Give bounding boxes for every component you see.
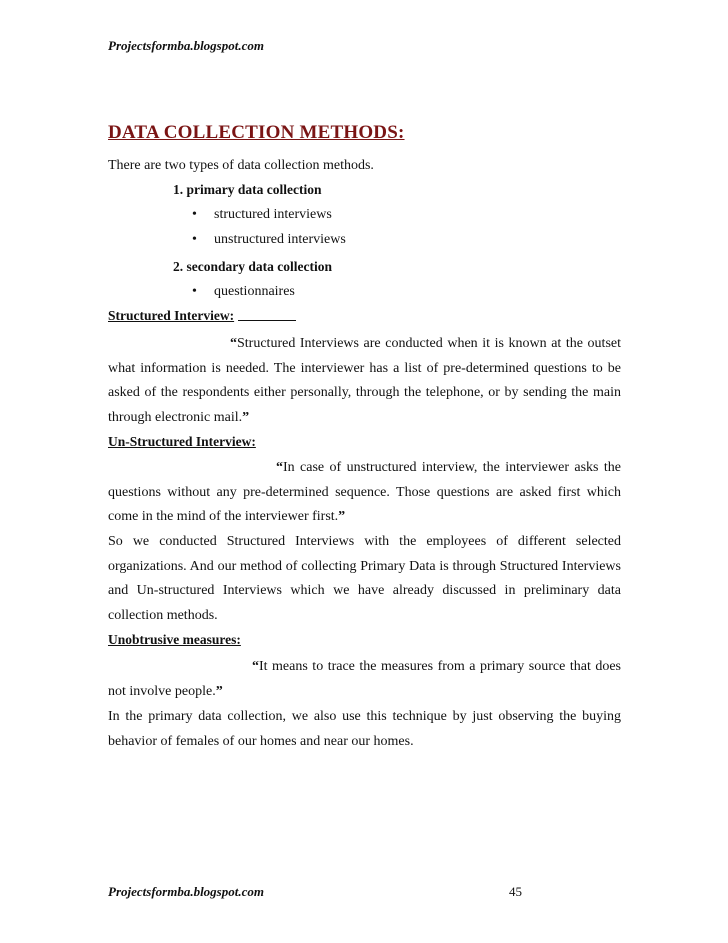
unobtrusive-measures-heading: Unobtrusive measures: — [108, 632, 241, 647]
intro-text: There are two types of data collection methods. — [108, 158, 374, 173]
unstructured-interview-heading: Un-Structured Interview: — [108, 434, 256, 449]
bullet-icon: • — [192, 232, 197, 247]
structured-interview-paragraph: “Structured Interviews are conducted when it is known at the outset what information is needed. The interviewer has a list of pre-determined questions to be asked of the respondents either personally, through the telephone, or by sending the main through electronic mail.” — [108, 336, 621, 425]
page-number: 45 — [509, 884, 522, 899]
page-header: Projectsformba.blogspot.com — [108, 38, 264, 53]
unobtrusive-measures-paragraph: “It means to trace the measures from a primary source that does not involve people.” — [108, 659, 621, 699]
page-title: DATA COLLECTION METHODS: — [108, 122, 405, 143]
structured-interview-heading: Structured Interview: — [108, 308, 235, 323]
list-item: • unstructured interviews — [192, 232, 346, 247]
page-footer: Projectsformba.blogspot.com — [108, 884, 264, 899]
list-item-primary: 1. primary data collection — [173, 182, 322, 197]
bullet-icon: • — [192, 284, 197, 299]
list-item-secondary: 2. secondary data collection — [173, 259, 332, 274]
structured-interviews-followup: So we conducted Structured Interviews with the employees of different selected organizations. And our method of collecting Primary Data is through Structured Interviews and Un-structured Interviews which we have already discussed in preliminary data collection methods. — [108, 534, 621, 623]
list-item: • questionnaires — [192, 284, 295, 299]
unstructured-interview-paragraph: “In case of unstructured interview, the interviewer asks the questions without any pre-determined sequence. Those questions are asked first which come in the mind of the interviewer first.” — [108, 460, 621, 524]
bullet-icon: • — [192, 207, 197, 222]
unobtrusive-measures-followup: In the primary data collection, we also use this technique by just observing the buying behavior of females of our homes and near our homes. — [108, 709, 621, 749]
heading-underline — [238, 320, 296, 321]
list-item: • structured interviews — [192, 207, 332, 222]
